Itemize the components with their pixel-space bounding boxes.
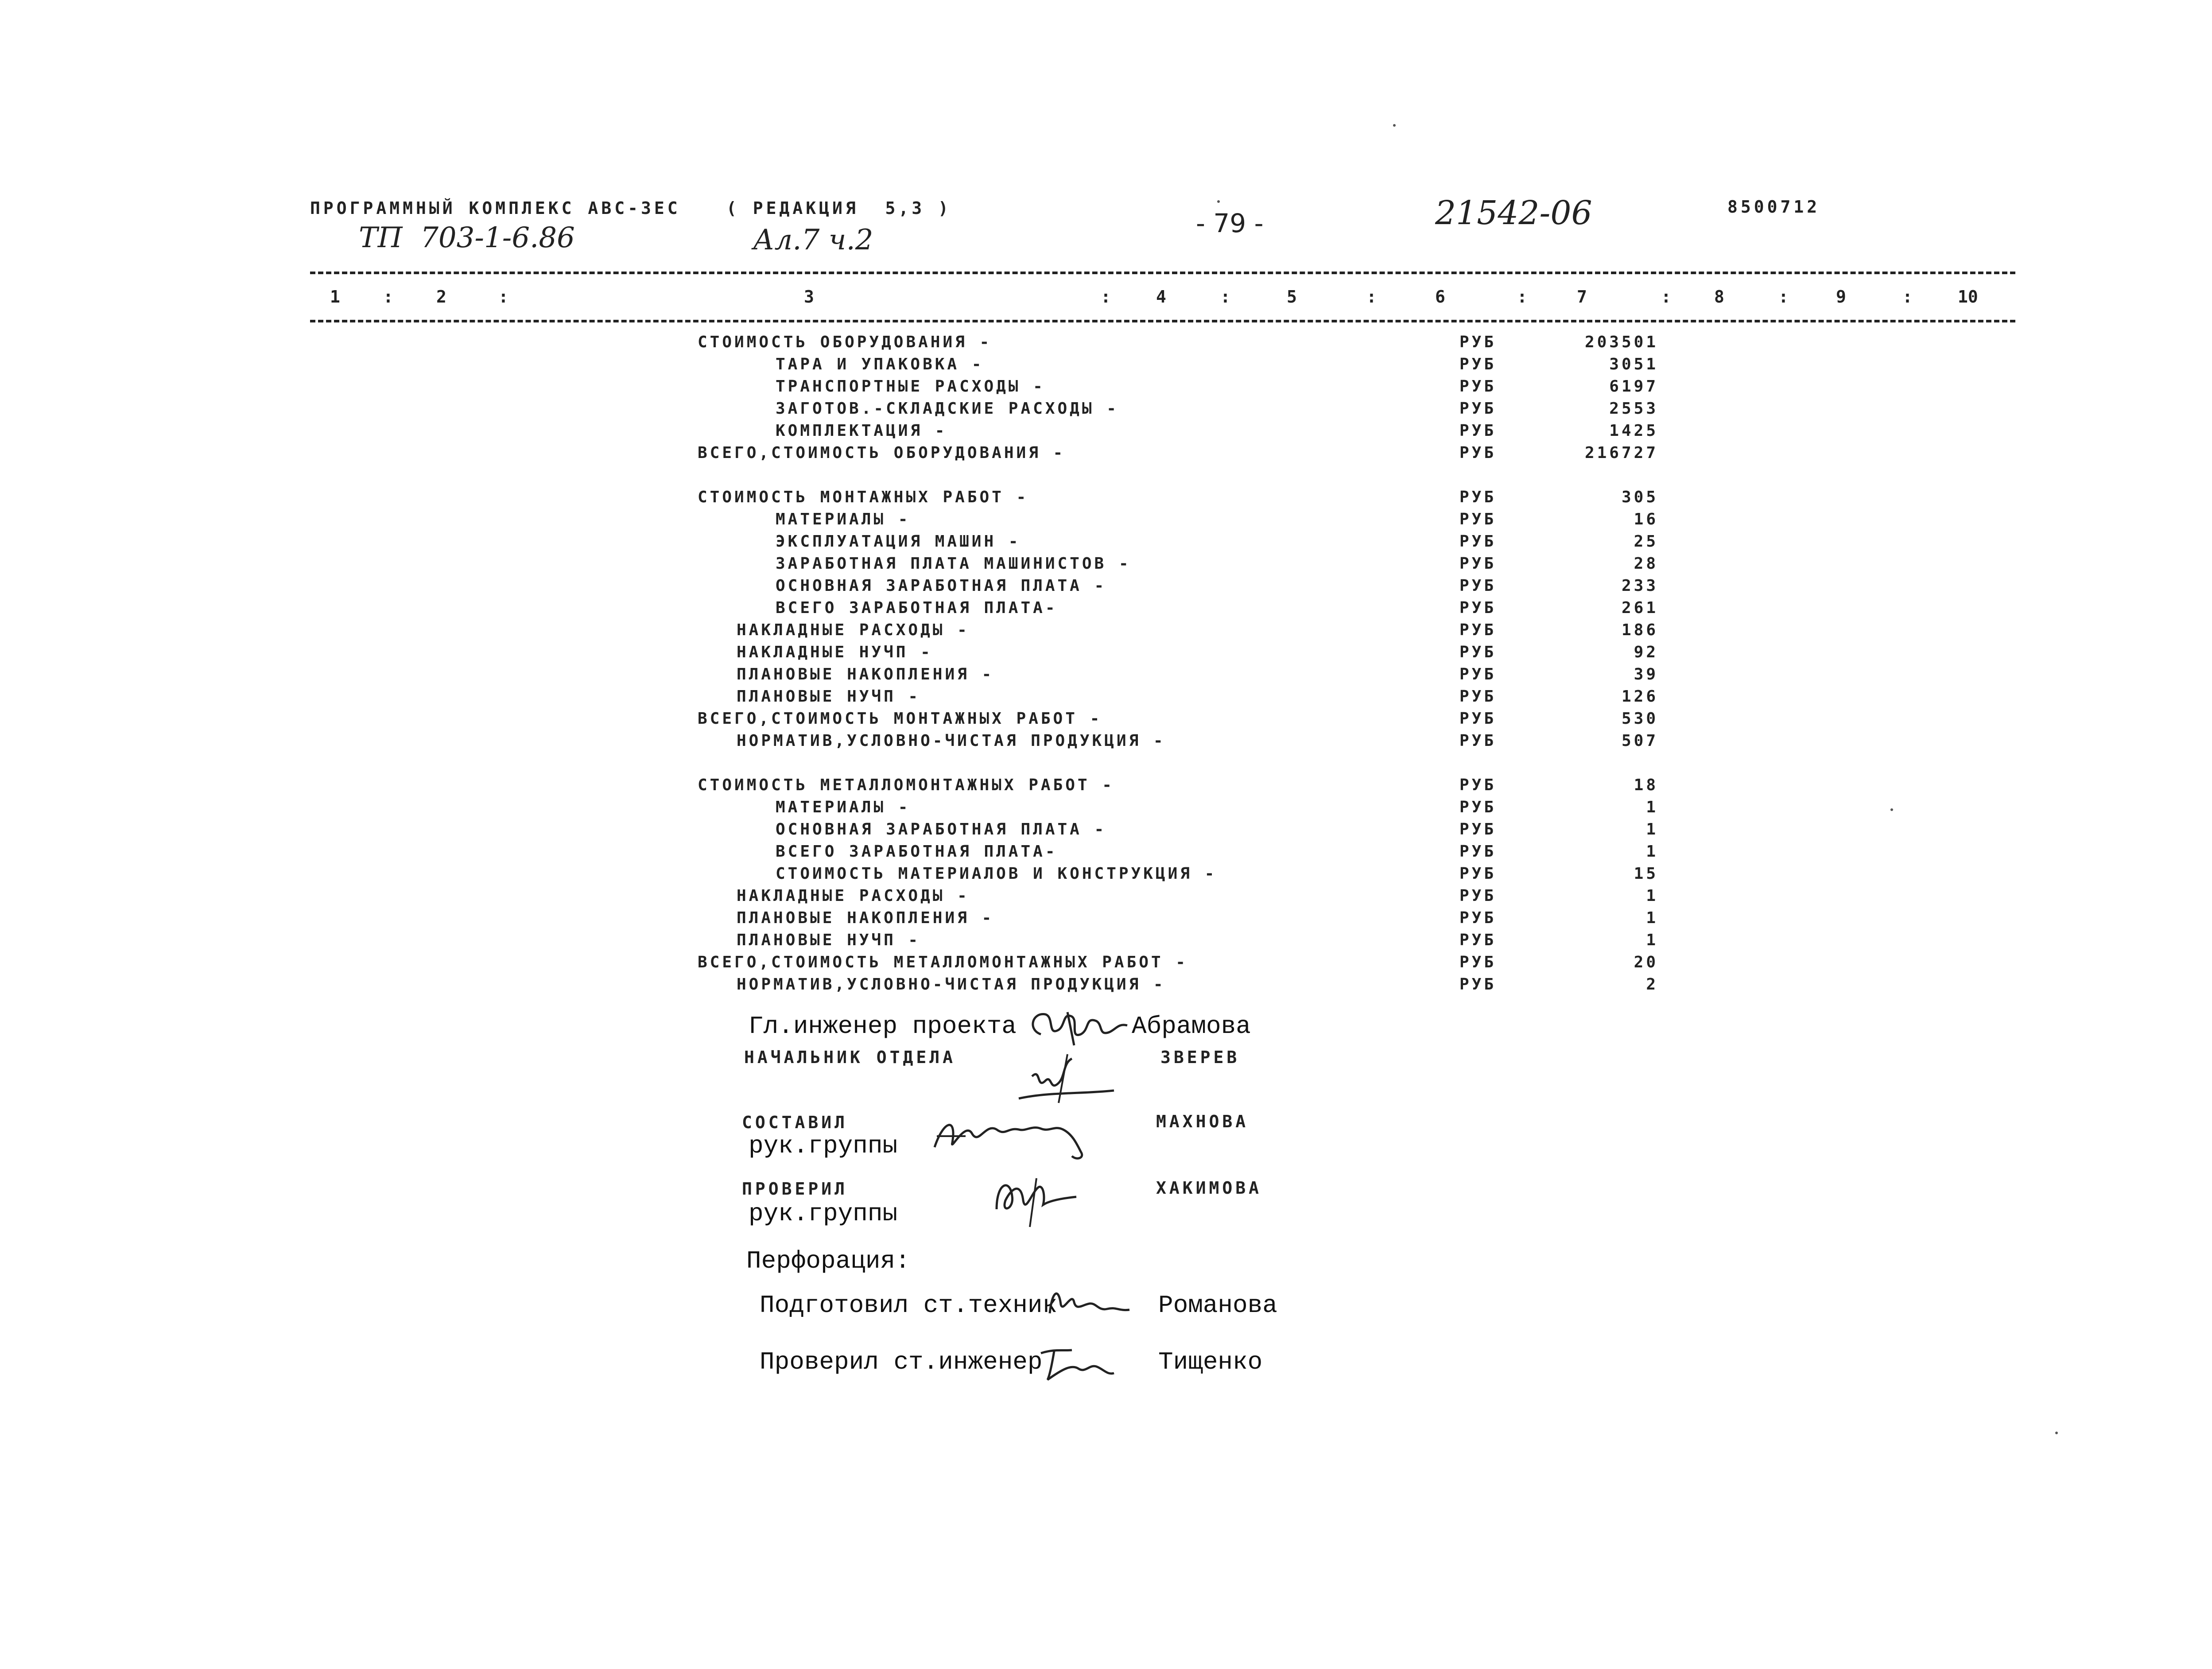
dept-head-title: НАЧАЛЬНИК ОТДЕЛА [744,1048,956,1067]
row-value: 16 [1634,510,1658,528]
column-number: 8 [1714,287,1724,307]
row-value: 507 [1621,732,1658,750]
row-unit: РУБ [1459,865,1497,883]
row-label: НАКЛАДНЫЕ НУЧП - [737,643,933,661]
row-unit: РУБ [1459,776,1497,794]
doc-code: 8500712 [1727,197,1820,217]
column-separator: : [1517,287,1527,307]
row-label: СТОИМОСТЬ МЕТАЛЛОМОНТАЖНЫХ РАБОТ - [698,776,1114,794]
row-value: 3051 [1609,355,1658,373]
compiled-name: МАХНОВА [1156,1112,1249,1131]
row-value: 126 [1621,687,1658,706]
row-unit: РУБ [1459,887,1497,905]
row-label: ВСЕГО ЗАРАБОТНАЯ ПЛАТА- [776,842,1058,861]
row-value: 1 [1646,909,1658,927]
page-number: - 79 - [1196,208,1264,238]
prepared-title: Подготовил ст.техник [760,1291,1058,1320]
row-value: 186 [1621,621,1658,639]
edition-label: ( РЕДАКЦИЯ 5,3 ) [726,198,951,218]
program-name: ПРОГРАММНЫЙ КОМПЛЕКС АВС-3ЕС [310,198,681,218]
column-number: 9 [1836,287,1846,307]
perforation-title: Перфорация: [746,1247,910,1275]
row-unit: РУБ [1459,665,1497,683]
row-label: ОСНОВНАЯ ЗАРАБОТНАЯ ПЛАТА - [776,577,1107,595]
column-separator: : [383,287,393,307]
row-unit: РУБ [1459,975,1497,994]
column-separator: : [498,287,508,307]
row-value: 233 [1621,577,1658,595]
row-value: 1 [1646,887,1658,905]
row-value: 1 [1646,931,1658,949]
row-label: СТОИМОСТЬ ОБОРУДОВАНИЯ - [698,333,992,351]
row-unit: РУБ [1459,510,1497,528]
checked-subtitle: рук.группы [749,1199,898,1228]
column-number: 7 [1577,287,1587,307]
row-unit: РУБ [1459,798,1497,816]
row-unit: РУБ [1459,842,1497,861]
column-separator: : [1778,287,1789,307]
row-label: ТАРА И УПАКОВКА - [776,355,984,373]
compiled-signature [930,1103,1107,1165]
checked-title: ПРОВЕРИЛ [742,1179,848,1199]
row-label: ОСНОВНАЯ ЗАРАБОТНАЯ ПЛАТА - [776,820,1107,838]
row-value: 305 [1621,488,1658,506]
row-value: 2 [1646,975,1658,994]
header-top-rule [310,272,2015,274]
row-label: ВСЕГО ЗАРАБОТНАЯ ПЛАТА- [776,599,1058,617]
verified-title: Проверил ст.инженер [760,1348,1043,1376]
compiled-title: СОСТАВИЛ [742,1113,848,1132]
row-unit: РУБ [1459,643,1497,661]
column-number: 3 [804,287,814,307]
scan-speck [1217,200,1220,203]
prepared-signature [1041,1278,1138,1327]
row-value: 1 [1646,798,1658,816]
row-label: ЗАРАБОТНАЯ ПЛАТА МАШИНИСТОВ - [776,555,1131,573]
row-label: ТРАНСПОРТНЫЕ РАСХОДЫ - [776,377,1045,396]
dept-head-name: ЗВЕРЕВ [1160,1048,1240,1067]
row-label: ВСЕГО,СТОИМОСТЬ ОБОРУДОВАНИЯ - [698,444,1066,462]
row-value: 2553 [1609,400,1658,418]
scan-speck [2055,1432,2058,1434]
column-number: 5 [1287,287,1297,307]
row-unit: РУБ [1459,931,1497,949]
column-number: 1 [330,287,340,307]
row-unit: РУБ [1459,732,1497,750]
column-number: 4 [1156,287,1166,307]
row-label: ВСЕГО,СТОИМОСТЬ МОНТАЖНЫХ РАБОТ - [698,710,1102,728]
column-number: 10 [1958,287,1978,307]
column-separator: : [1366,287,1377,307]
row-label: НАКЛАДНЫЕ РАСХОДЫ - [737,621,970,639]
row-unit: РУБ [1459,555,1497,573]
row-unit: РУБ [1459,488,1497,506]
chief-engineer-signature [1023,1003,1129,1052]
row-label: СТОИМОСТЬ МОНТАЖНЫХ РАБОТ - [698,488,1029,506]
prepared-name: Романова [1158,1291,1277,1320]
compiled-subtitle: рук.группы [749,1132,898,1160]
column-separator: : [1661,287,1671,307]
row-unit: РУБ [1459,333,1497,351]
row-label: НАКЛАДНЫЕ РАСХОДЫ - [737,887,970,905]
scan-speck [1890,808,1893,811]
row-label: ЭКСПЛУАТАЦИЯ МАШИН - [776,532,1021,551]
row-value: 6197 [1609,377,1658,396]
row-unit: РУБ [1459,532,1497,551]
row-value: 28 [1634,555,1658,573]
row-value: 216727 [1584,444,1658,462]
column-separator: : [1220,287,1230,307]
verified-signature [1036,1338,1125,1386]
row-value: 92 [1634,643,1658,661]
verified-name: Тищенко [1158,1348,1263,1376]
row-label: ПЛАНОВЫЕ НАКОПЛЕНИЯ - [737,909,994,927]
row-value: 1 [1646,842,1658,861]
row-label: ПЛАНОВЫЕ НУЧП - [737,931,921,949]
row-label: МАТЕРИАЛЫ - [776,510,911,528]
dept-head-signature [1005,1050,1121,1107]
row-value: 20 [1634,953,1658,971]
project-code: ТП 703-1-6.86 [359,221,575,254]
row-value: 1 [1646,820,1658,838]
row-value: 1425 [1609,422,1658,440]
row-value: 15 [1634,865,1658,883]
row-value: 261 [1621,599,1658,617]
row-value: 39 [1634,665,1658,683]
checked-name: ХАКИМОВА [1156,1178,1262,1198]
row-unit: РУБ [1459,422,1497,440]
row-unit: РУБ [1459,355,1497,373]
column-number: 2 [436,287,446,307]
row-unit: РУБ [1459,687,1497,706]
row-value: 25 [1634,532,1658,551]
row-value: 530 [1621,710,1658,728]
row-label: ПЛАНОВЫЕ НАКОПЛЕНИЯ - [737,665,994,683]
row-label: ПЛАНОВЫЕ НУЧП - [737,687,921,706]
row-unit: РУБ [1459,377,1497,396]
column-number: 6 [1435,287,1445,307]
row-unit: РУБ [1459,710,1497,728]
row-value: 203501 [1584,333,1658,351]
chief-engineer-title: Гл.инженер проекта [749,1012,1017,1040]
row-value: 18 [1634,776,1658,794]
row-label: НОРМАТИВ,УСЛОВНО-ЧИСТАЯ ПРОДУКЦИЯ - [737,732,1166,750]
scan-speck [1393,124,1396,127]
album-label: Ал.7 ч.2 [753,224,873,256]
row-unit: РУБ [1459,820,1497,838]
chief-engineer-name: Абрамова [1132,1012,1251,1040]
column-separator: : [1902,287,1913,307]
doc-number: 21542-06 [1435,194,1592,232]
row-label: ЗАГОТОВ.-СКЛАДСКИЕ РАСХОДЫ - [776,400,1119,418]
row-unit: РУБ [1459,909,1497,927]
row-unit: РУБ [1459,400,1497,418]
row-label: КОМПЛЕКТАЦИЯ - [776,422,947,440]
header-bottom-rule [310,320,2015,322]
row-unit: РУБ [1459,621,1497,639]
checked-signature [988,1165,1090,1231]
row-label: МАТЕРИАЛЫ - [776,798,911,816]
row-unit: РУБ [1459,577,1497,595]
row-label: НОРМАТИВ,УСЛОВНО-ЧИСТАЯ ПРОДУКЦИЯ - [737,975,1166,994]
row-unit: РУБ [1459,599,1497,617]
row-label: ВСЕГО,СТОИМОСТЬ МЕТАЛЛОМОНТАЖНЫХ РАБОТ - [698,953,1188,971]
row-label: СТОИМОСТЬ МАТЕРИАЛОВ И КОНСТРУКЦИЯ - [776,865,1217,883]
column-separator: : [1101,287,1111,307]
row-unit: РУБ [1459,444,1497,462]
row-unit: РУБ [1459,953,1497,971]
